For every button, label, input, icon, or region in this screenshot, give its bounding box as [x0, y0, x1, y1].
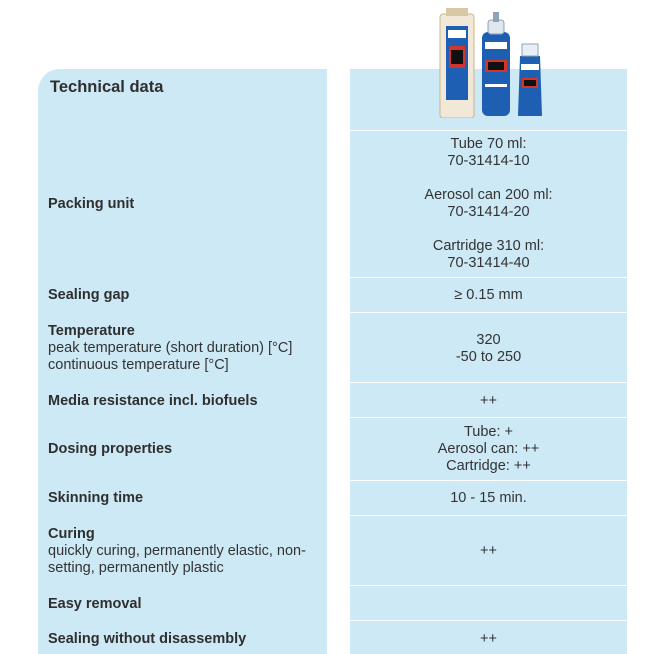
row-label: Easy removal [48, 596, 142, 612]
row-label: Curing quickly curing, permanently elastic, non-setting, permanently plastic [48, 526, 320, 577]
row-label: Dosing properties [48, 441, 173, 457]
row-sublabel: quickly curing, permanently elastic, non-setting, permanently plastic [48, 543, 306, 576]
row-value: Tube 70 ml: 70-31414-10 Aerosol can 200 ml: 70-31414-20 Cartridge 310 ml: 70-31414-40 [424, 136, 553, 271]
section-title: Technical data [50, 78, 164, 96]
row-sublabel-line: peak temperature (short duration) [°C] [48, 340, 293, 356]
row-value: 320 -50 to 250 [455, 332, 522, 365]
row-label: Media resistance incl. biofuels [48, 393, 258, 409]
row-value: 10 - 15 min. [450, 490, 527, 506]
row-value: Tube: + Aerosol can: ++ Cartridge: ++ [437, 424, 540, 474]
row-value: ++ [480, 631, 497, 647]
product-image [438, 6, 546, 118]
row-label: Temperature peak temperature (short duration) [°C] continuous temperature [°C] [48, 323, 320, 374]
row-value: ++ [480, 543, 497, 559]
row-sublabel [48, 340, 320, 374]
row-sublabel-line: continuous temperature [°C] [48, 357, 229, 373]
row-label: Sealing gap [48, 287, 130, 303]
row-label: Packing unit [48, 196, 135, 212]
row-label: Sealing without disassembly [48, 631, 247, 647]
aerosol-can-image [482, 12, 510, 116]
tube-image [518, 44, 542, 116]
cartridge-image [440, 8, 474, 118]
row-value: ++ [480, 393, 497, 409]
row-label: Skinning time [48, 490, 144, 506]
row-value: ≥ 0.15 mm [454, 287, 523, 303]
